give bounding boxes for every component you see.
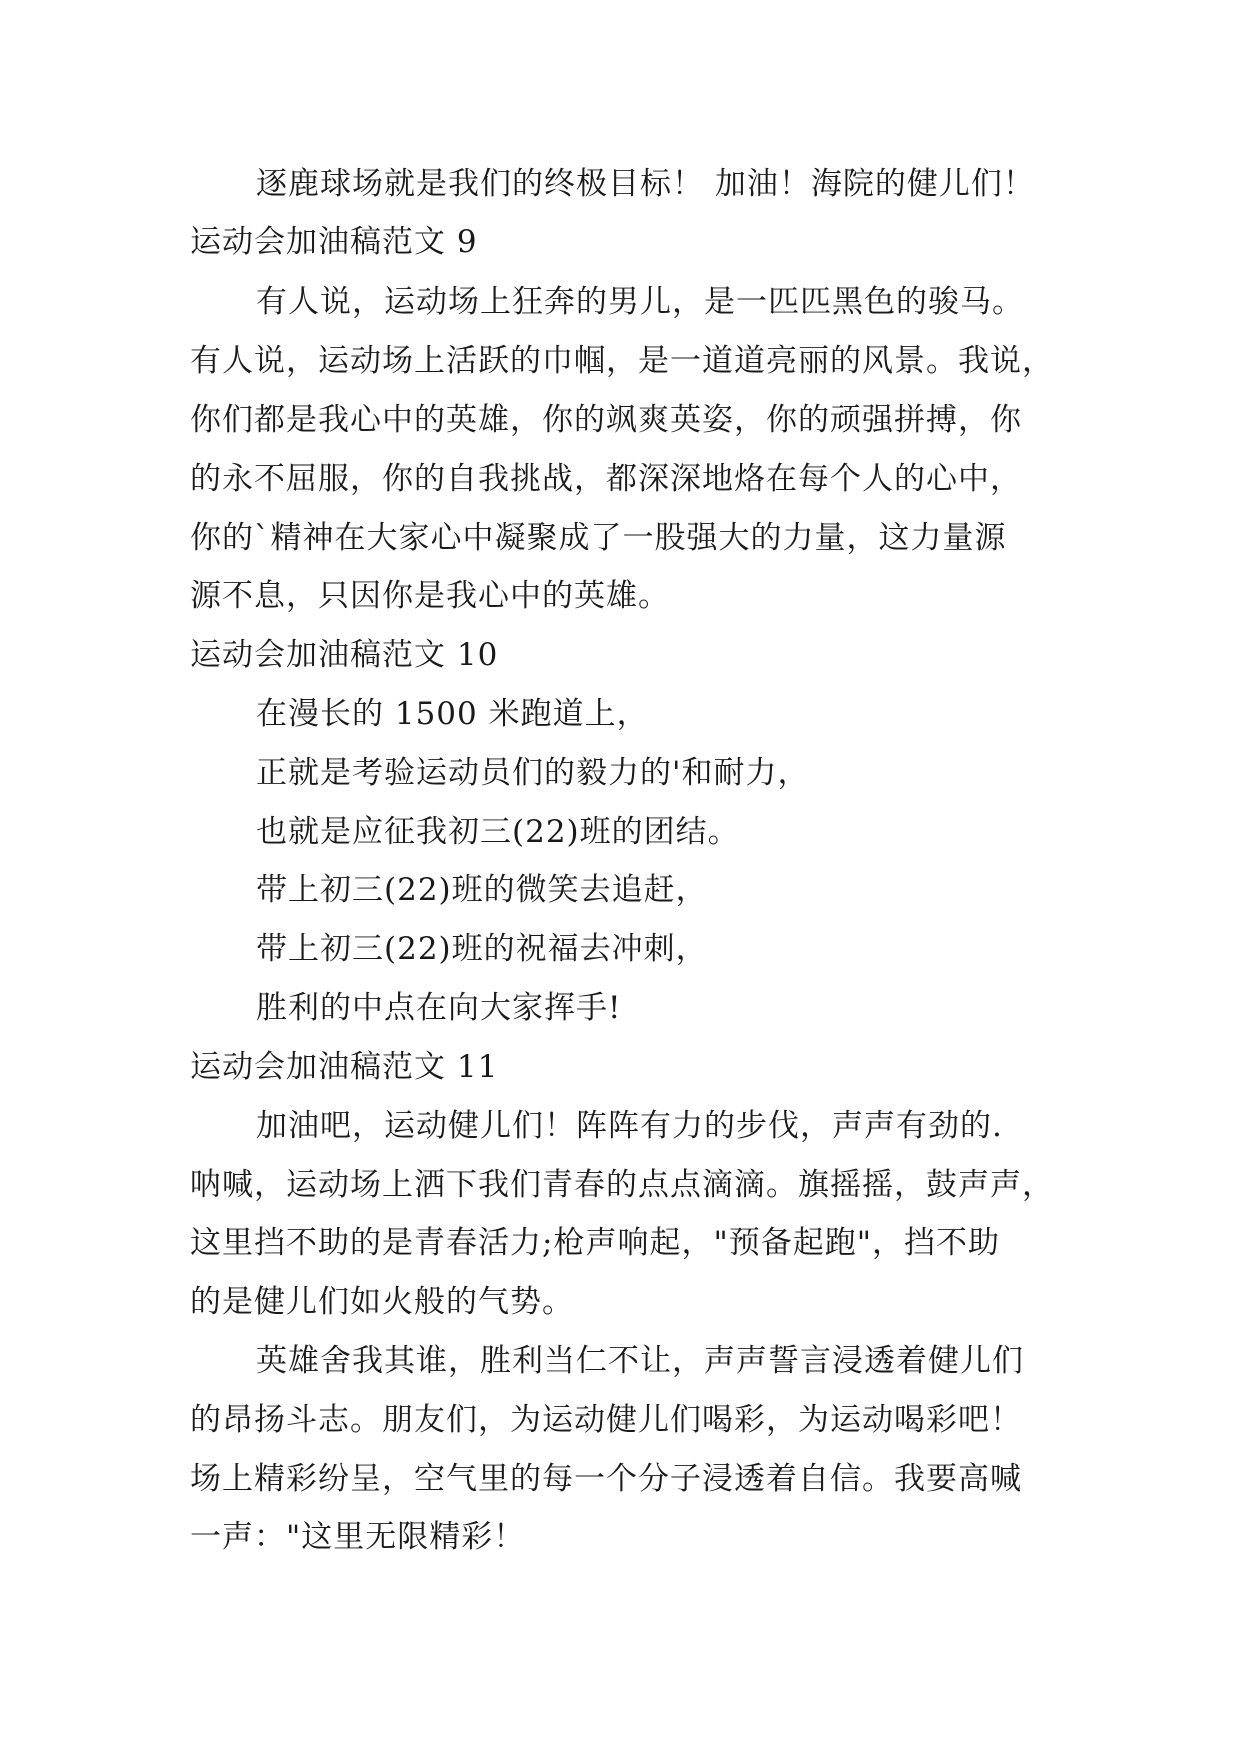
paragraph-line: 有人说，运动场上活跃的巾帼，是一道道亮丽的风景。我说， xyxy=(190,343,1054,379)
section-heading: 运动会加油稿范文 11 xyxy=(190,1049,499,1085)
paragraph-line: 有人说，运动场上狂奔的男儿，是一匹匹黑色的骏马。 xyxy=(256,284,1024,320)
paragraph-line: 的昂扬斗志。朋友们，为运动健儿们喝彩，为运动喝彩吧！ xyxy=(190,1402,1022,1438)
paragraph-line: 英雄舍我其谁，胜利当仁不让，声声誓言浸透着健儿们 xyxy=(256,1343,1024,1379)
poem-line: 胜利的中点在向大家挥手! xyxy=(256,990,622,1026)
paragraph-line: 你的`精神在大家心中凝聚成了一股强大的力量，这力量源 xyxy=(190,520,1007,556)
paragraph-line: 这里挡不助的是青春活力;枪声响起，"预备起跑"，挡不助 xyxy=(190,1225,1000,1261)
poem-line: 在漫长的 1500 米跑道上， xyxy=(256,696,649,732)
paragraph-line: 的永不屈服，你的自我挑战，都深深地烙在每个人的心中， xyxy=(190,461,1022,497)
paragraph-line: 一声："这里无限精彩！ xyxy=(190,1519,526,1555)
poem-line: 带上初三(22)班的祝福去冲刺， xyxy=(256,931,708,967)
paragraph-line: 加油吧，运动健儿们！阵阵有力的步伐，声声有劲的. xyxy=(256,1108,1003,1144)
section-heading: 运动会加油稿范文 10 xyxy=(190,637,499,673)
poem-line: 也就是应征我初三(22)班的团结。 xyxy=(256,814,740,850)
poem-line: 带上初三(22)班的微笑去追赶， xyxy=(256,872,708,908)
poem-line: 正就是考验运动员们的毅力的'和耐力， xyxy=(256,755,810,791)
paragraph-line: 逐鹿球场就是我们的终极目标！ 加油！海院的健儿们！ xyxy=(256,166,1035,202)
section-heading: 运动会加油稿范文 9 xyxy=(190,224,478,260)
paragraph-line: 源不息，只因你是我心中的英雄。 xyxy=(190,578,670,614)
paragraph-line: 呐喊，运动场上洒下我们青春的点点滴滴。旗摇摇，鼓声声， xyxy=(190,1167,1054,1203)
paragraph-line: 的是健儿们如火般的气势。 xyxy=(190,1284,574,1320)
paragraph-line: 你们都是我心中的英雄，你的飒爽英姿，你的顽强拼搏，你 xyxy=(190,402,1022,438)
paragraph-line: 场上精彩纷呈，空气里的每一个分子浸透着自信。我要高喊 xyxy=(190,1461,1022,1497)
